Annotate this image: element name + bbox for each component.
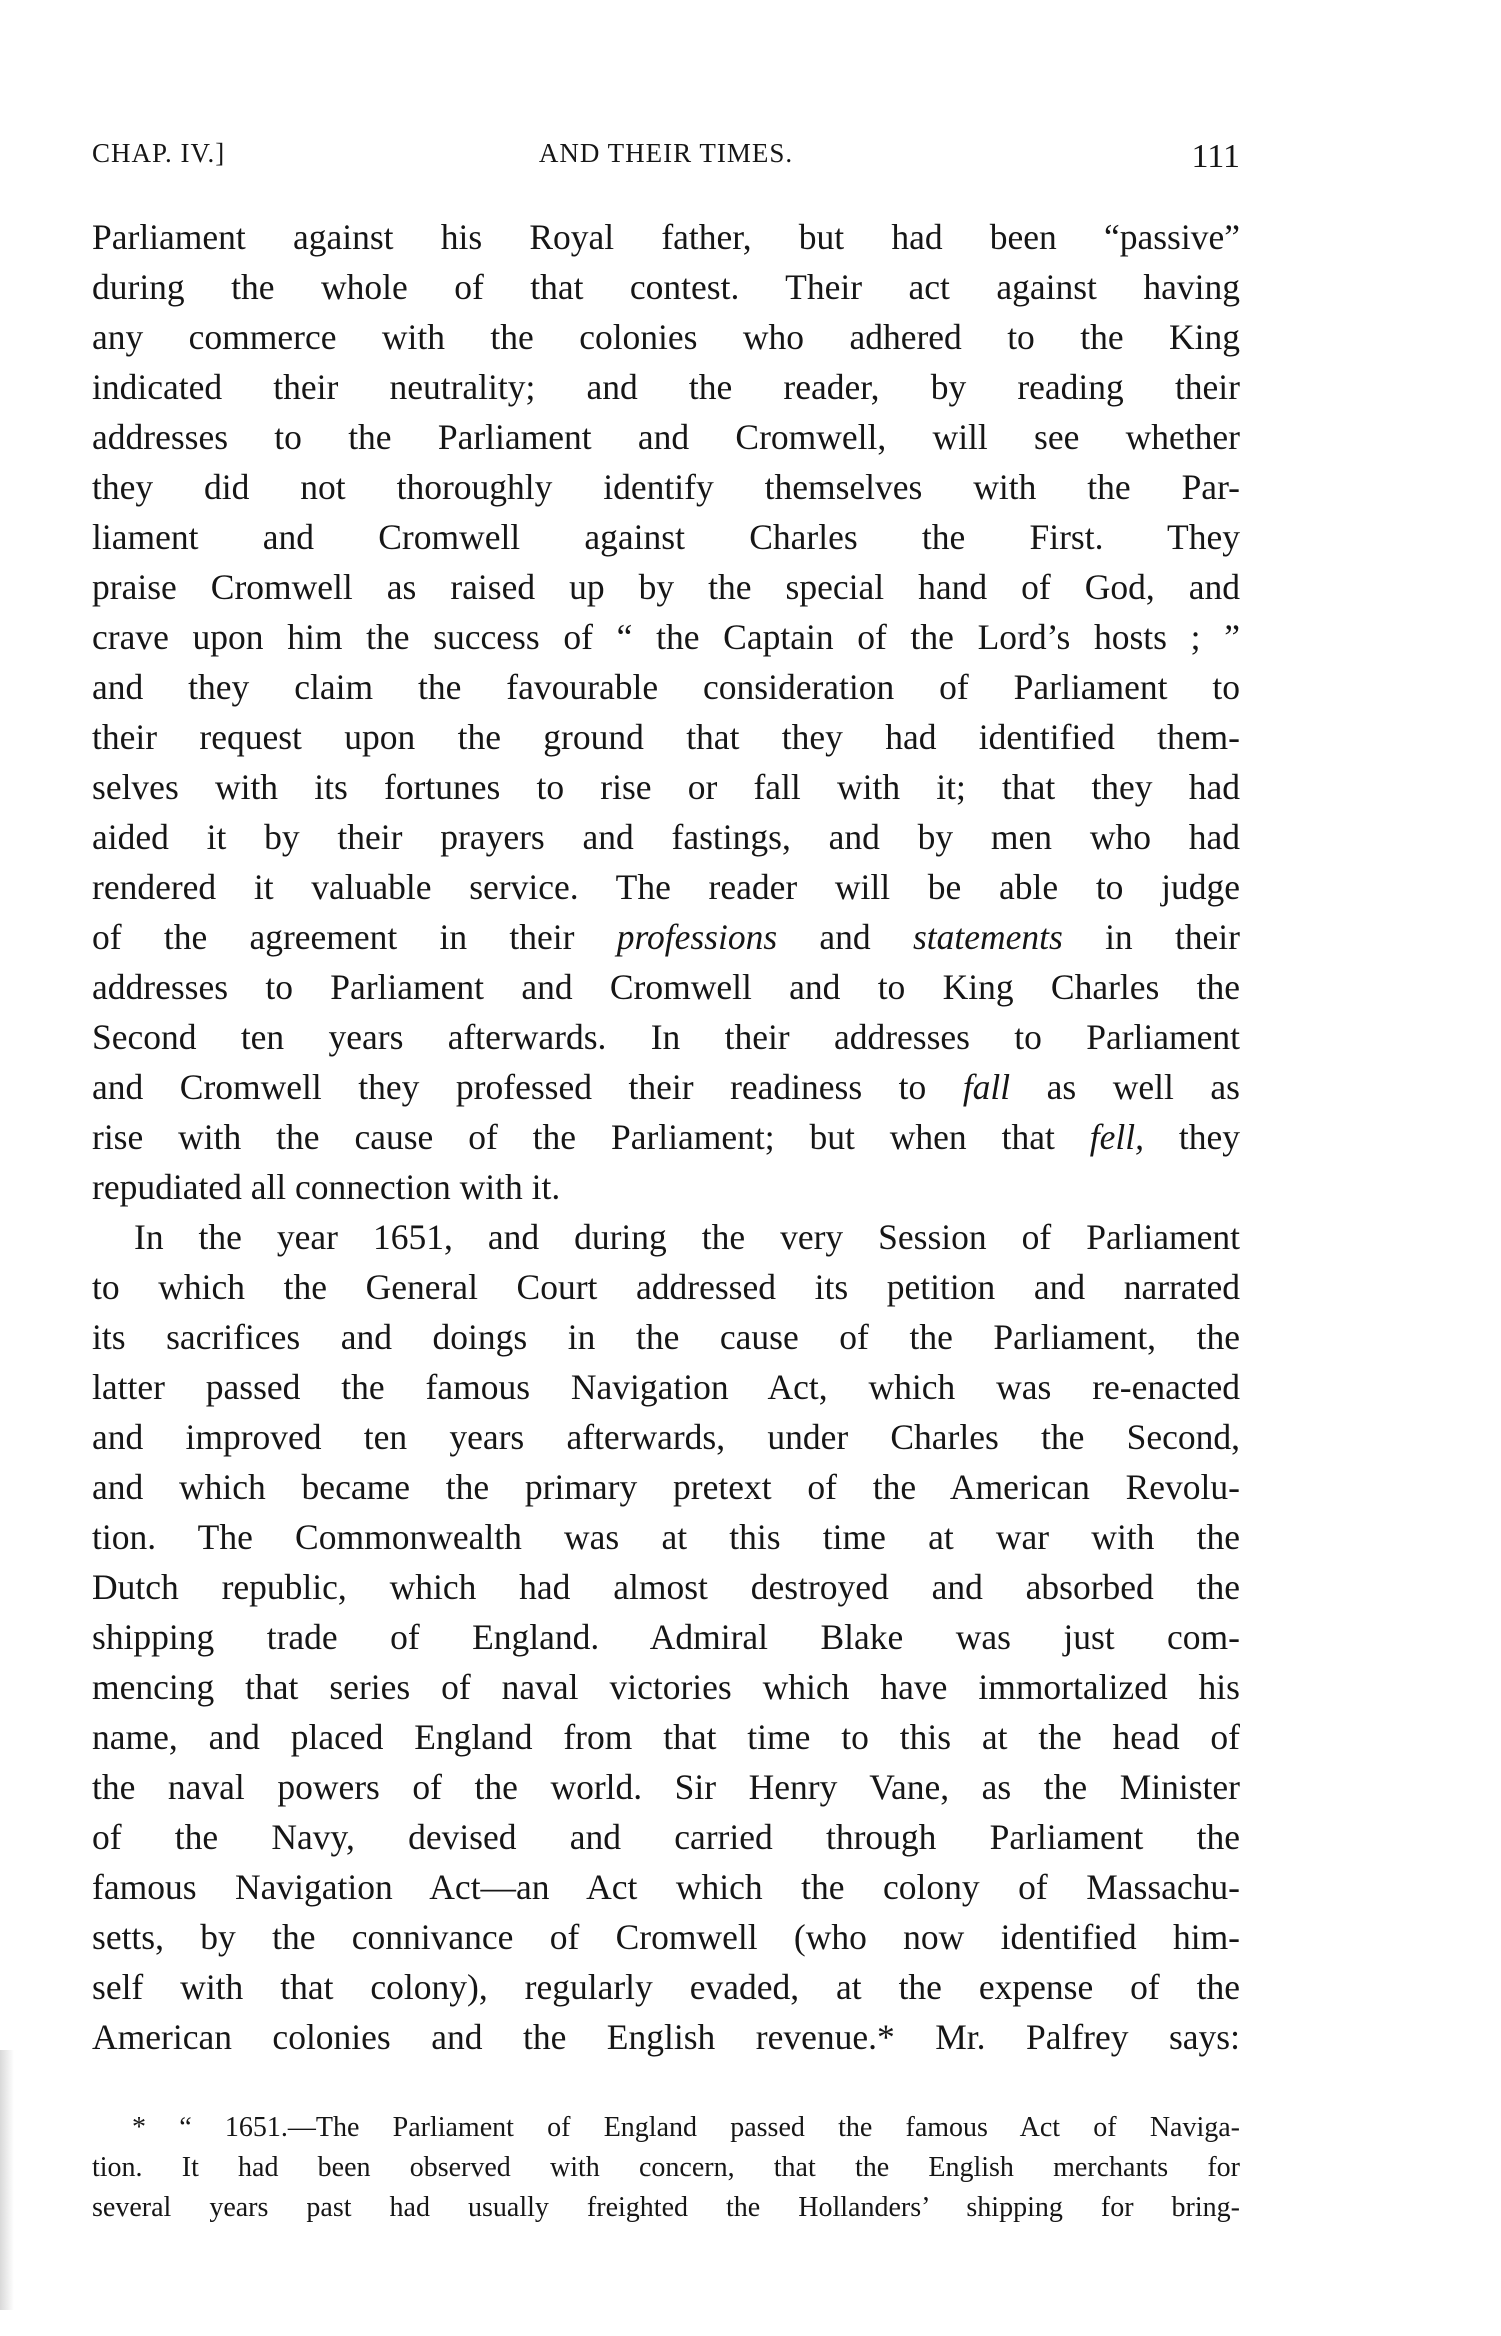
text-line: aided it by their prayers and fastings, and by men who had bbox=[92, 817, 1240, 857]
text-fragment: as well as bbox=[1010, 1067, 1240, 1107]
text-line bbox=[92, 1062, 1240, 1112]
text-line: of the Navy, devised and carried through Parliament the bbox=[92, 1817, 1240, 1857]
text-fragment: rise with the cause of the Parliament; but when that bbox=[92, 1117, 1090, 1157]
text-line: their request upon the ground that they had identified them- bbox=[92, 717, 1240, 757]
footnote-line: * “ 1651.—The Parliament of England passed the famous Act of Naviga- bbox=[132, 2112, 1240, 2143]
text-line: to which the General Court addressed its petition and narrated bbox=[92, 1267, 1240, 1307]
emphasis-professions: professions bbox=[616, 917, 778, 957]
text-line: any commerce with the colonies who adhered to the King bbox=[92, 317, 1240, 357]
text-line: Dutch republic, which had almost destroyed and absorbed the bbox=[92, 1567, 1240, 1607]
text-line: indicated their neutrality; and the reader, by reading their bbox=[92, 367, 1240, 407]
footnote-line: tion. It had been observed with concern, that the English merchants for bbox=[92, 2152, 1240, 2183]
running-head bbox=[92, 138, 1240, 182]
page-number: 111 bbox=[1191, 138, 1240, 175]
text-fragment: and bbox=[777, 917, 913, 957]
footnote-line: several years past had usually freighted the Hollanders’ shipping for bring- bbox=[92, 2192, 1240, 2223]
text-line: Parliament against his Royal father, but had been “passive” bbox=[92, 217, 1240, 257]
text-fragment: of the agreement in their bbox=[92, 917, 617, 957]
text-line bbox=[92, 1112, 1240, 1162]
text-fragment: they bbox=[1143, 1117, 1240, 1157]
text-line: selves with its fortunes to rise or fall with it; that they had bbox=[92, 767, 1240, 807]
emphasis-fall: fall bbox=[962, 1067, 1011, 1107]
text-line: shipping trade of England. Admiral Blake was just com- bbox=[92, 1617, 1240, 1657]
footnote bbox=[92, 2108, 1240, 2228]
text-line: and improved ten years afterwards, under Charles the Second, bbox=[92, 1417, 1240, 1457]
text-line: famous Navigation Act—an Act which the colony of Massachu- bbox=[92, 1867, 1240, 1907]
paragraph-end-line: repudiated all connection with it. bbox=[92, 1167, 561, 1207]
chapter-label: CHAP. IV.] bbox=[92, 138, 226, 168]
body-text bbox=[92, 212, 1240, 2062]
text-line: tion. The Commonwealth was at this time at war with the bbox=[92, 1517, 1240, 1557]
text-line: addresses to the Parliament and Cromwell, will see whether bbox=[92, 417, 1240, 457]
text-line: setts, by the connivance of Cromwell (who now identified him- bbox=[92, 1917, 1240, 1957]
text-line: name, and placed England from that time to this at the head of bbox=[92, 1717, 1240, 1757]
text-line: In the year 1651, and during the very Session of Parliament bbox=[134, 1217, 1240, 1257]
emphasis-fell: fell, bbox=[1089, 1117, 1144, 1157]
text-line: they did not thoroughly identify themselves with the Par- bbox=[92, 467, 1240, 507]
text-line bbox=[92, 912, 1240, 962]
text-line: Second ten years afterwards. In their addresses to Parliament bbox=[92, 1017, 1240, 1057]
text-line: rendered it valuable service. The reader will be able to judge bbox=[92, 867, 1240, 907]
text-line: and which became the primary pretext of the American Revolu- bbox=[92, 1467, 1240, 1507]
text-line: self with that colony), regularly evaded, at the expense of the bbox=[92, 1967, 1240, 2007]
text-line: addresses to Parliament and Cromwell and to King Charles the bbox=[92, 967, 1240, 1007]
text-line: its sacrifices and doings in the cause of the Parliament, the bbox=[92, 1317, 1240, 1357]
text-line: latter passed the famous Navigation Act, which was re-enacted bbox=[92, 1367, 1240, 1407]
page-edge-shadow bbox=[0, 2050, 14, 2310]
text-fragment: and Cromwell they professed their readiness to bbox=[92, 1067, 963, 1107]
text-line: praise Cromwell as raised up by the special hand of God, and bbox=[92, 567, 1240, 607]
text-line: mencing that series of naval victories which have immortalized his bbox=[92, 1667, 1240, 1707]
text-line: American colonies and the English revenue.* Mr. Palfrey says: bbox=[92, 2017, 1240, 2057]
text-line: the naval powers of the world. Sir Henry Vane, as the Minister bbox=[92, 1767, 1240, 1807]
text-line: liament and Cromwell against Charles the First. They bbox=[92, 517, 1240, 557]
text-fragment: in their bbox=[1062, 917, 1240, 957]
text-line: and they claim the favourable consideration of Parliament to bbox=[92, 667, 1240, 707]
text-line: during the whole of that contest. Their act against having bbox=[92, 267, 1240, 307]
text-line: crave upon him the success of “ the Captain of the Lord’s hosts ; ” bbox=[92, 617, 1240, 657]
emphasis-statements: statements bbox=[912, 917, 1063, 957]
running-title: AND THEIR TIMES. bbox=[538, 138, 794, 168]
